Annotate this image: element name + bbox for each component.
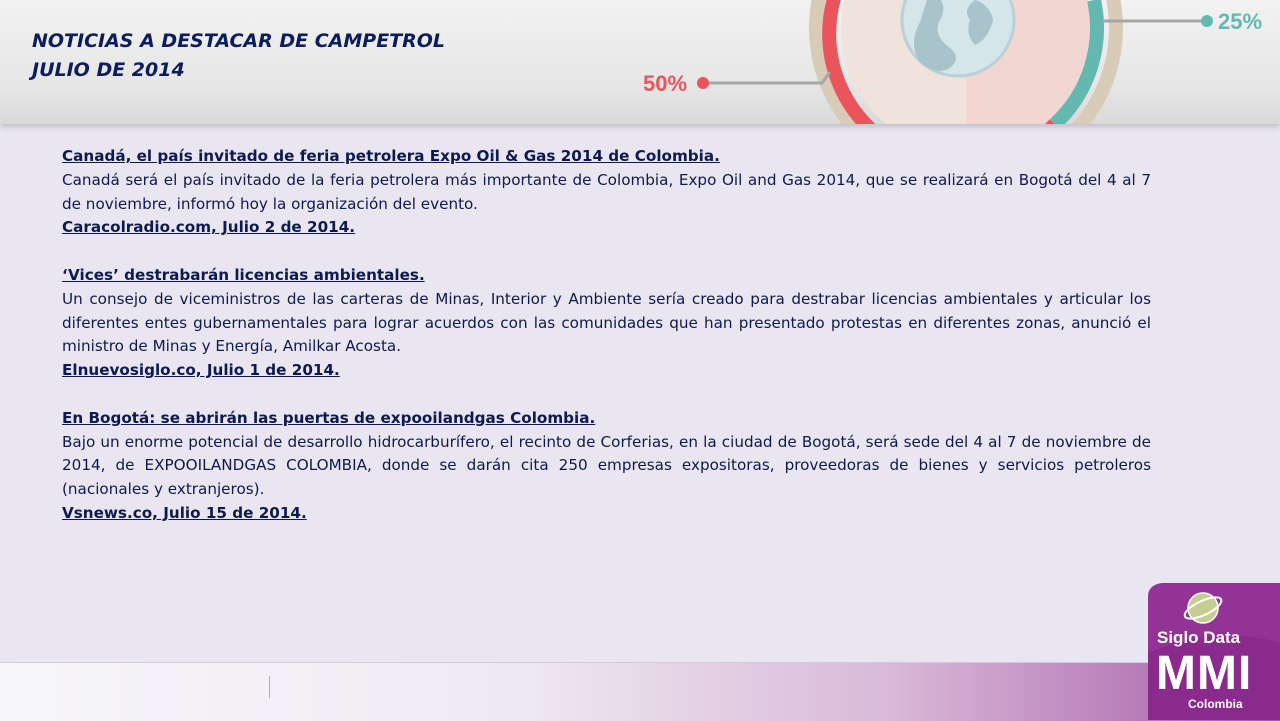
news-item xyxy=(62,264,1151,383)
dot-right xyxy=(1201,15,1213,27)
brand-siglo-data: Siglo Data xyxy=(1157,628,1241,647)
connector-left xyxy=(705,72,830,83)
dot-left xyxy=(697,77,709,89)
news-body: Bajo un enorme potencial de desarrollo hidrocarburífero, el recinto de Corferias, en la ciudad de Bogotá, será sede del 4 al 7 de noviembre de 2014, de EXPOOILANDGAS COLOMBIA, donde se darán cita 250 empresas expositoras, proveedoras de bienes y servicios petroleros (nacionales y extranjeros). xyxy=(62,432,1151,499)
news-source[interactable]: Vsnews.co, Julio 15 de 2014. xyxy=(62,503,307,522)
news-headline[interactable]: ‘Vices’ destrabarán licencias ambientales. xyxy=(62,265,425,284)
news-item xyxy=(62,145,1151,240)
footer-divider xyxy=(269,676,270,698)
page-title-line2: JULIO DE 2014 xyxy=(32,59,185,81)
news-source[interactable]: Caracolradio.com, Julio 2 de 2014. xyxy=(62,218,356,237)
page-title-line1: NOTICIAS A DESTACAR DE CAMPETROL xyxy=(32,30,446,52)
news-body: Canadá será el país invitado de la feria petrolera más importante de Colombia, Expo Oil and Gas 2014, que se realizará en Bogotá del 4 al 7 de noviembre, informó hoy la organización del evento. xyxy=(62,170,1151,213)
news-item xyxy=(62,407,1151,526)
brand-mmi-logo: MMI xyxy=(1156,647,1253,700)
news-list xyxy=(62,145,1151,550)
percent-label-25: 25% xyxy=(1218,9,1263,34)
percent-label-50: 50% xyxy=(643,71,688,96)
news-body: Un consejo de viceministros de las carteras de Minas, Interior y Ambiente sería creado para destrabar licencias ambientales y articular los diferentes entes gubernamentales para lograr acuerdos con las comunidades que han presentado protestas en diferentes zonas, anunció el ministro de Minas y Energía, Amilkar Acosta. xyxy=(62,289,1151,356)
footer-band xyxy=(0,662,1280,721)
news-headline[interactable]: Canadá, el país invitado de feria petrolera Expo Oil & Gas 2014 de Colombia. xyxy=(62,147,720,165)
page-title xyxy=(32,27,445,85)
news-headline[interactable]: En Bogotá: se abrirán las puertas de expooilandgas Colombia. xyxy=(62,408,596,427)
news-source[interactable]: Elnuevosiglo.co, Julio 1 de 2014. xyxy=(62,361,340,380)
header-banner xyxy=(0,0,1280,124)
brand-country: Colombia xyxy=(1188,697,1243,711)
